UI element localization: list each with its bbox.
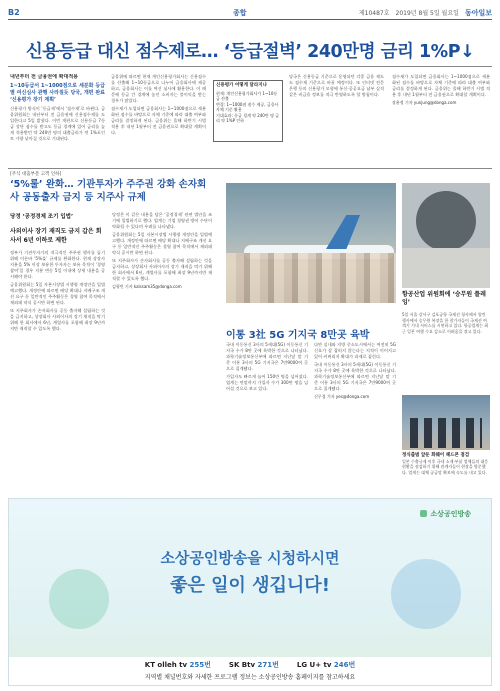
section-name: 종합 bbox=[233, 8, 247, 17]
channel-sk: SK Btv 271번 bbox=[228, 661, 279, 669]
channel-sk-number: 271번 bbox=[257, 661, 279, 669]
mid-headline: 이통 3社 5G 기지국 8만곳 육박 bbox=[226, 330, 370, 341]
newspaper-logo: 동아일보 bbox=[464, 8, 492, 17]
lead-column-1 bbox=[10, 74, 105, 166]
right-photo bbox=[402, 395, 490, 450]
info-box-line-1: 현재: 개인신용평가회사가 1~10등급 산출 bbox=[216, 90, 278, 101]
ad-channel-bar bbox=[9, 657, 491, 685]
table-surface bbox=[402, 248, 490, 288]
info-box-title: 신용평가 어떻게 달라지나 bbox=[216, 83, 267, 88]
issue-date: 2019년 8월 5일 월요일 bbox=[395, 10, 459, 17]
advertisement[interactable] bbox=[8, 498, 492, 686]
ad-line-1: 소상공인방송을 시청하시면 bbox=[160, 549, 340, 567]
lead-column-5 bbox=[392, 74, 490, 166]
airport-photo bbox=[226, 183, 396, 303]
second-body-3: 또 지주회사가 손자회사를 공동 출자해 설립하는 것을 금지하고, 상장회사 사외이사의 장기 재직을 막기 위해 한 회사에서 6년, 계열사를 포함해 최장 9년까지만 재직할 수 있도록 했다. bbox=[10, 308, 105, 331]
second-body-2b: 금융위원회는 5일 자본시장법 시행령 개정안을 입법예고했다. 개정안에 따르면 배당 확대나 지배구조 개선 요구 등 일반적인 주주활동은 경영 참여 목적에서 제외돼 약식 공시만 하면 된다. bbox=[112, 232, 212, 255]
channel-kt-number: 255번 bbox=[189, 661, 211, 669]
page-number: B2 bbox=[8, 8, 20, 17]
ad-line-2: 좋은 일이 생깁니다! bbox=[170, 575, 330, 596]
lead-column-4 bbox=[289, 74, 384, 166]
second-subhead-1: 당정 ‘공정경제 조기 입법’ bbox=[10, 214, 74, 220]
channel-lg-number: 246번 bbox=[333, 661, 356, 669]
mid-body-3: 다만 실내와 지방 중소도시에서는 여전히 5G 신호가 잘 잡히지 않는다는 지적이 이어지고 있어 커버리지 확대가 과제로 꼽힌다. bbox=[314, 342, 396, 359]
mid-byline: 신무경 기자 yes@donga.com bbox=[314, 394, 370, 399]
lead-body-4: 당국은 신용등급 기준으로 운영되던 각종 금융 제도도 점수제 기준으로 바꿀 예정이다. 또 인터넷 전문은행 등의 신용평가 모형에 통신·공공요금 납부 실적 같은 비금융 정보를 적극 반영하도록 할 방침이다. bbox=[289, 74, 384, 97]
airplane-tail bbox=[326, 215, 360, 249]
second-body-3b: 또 지주회사가 손자회사를 공동 출자해 설립하는 것을 금지하고, 상장회사 사외이사의 장기 재직을 막기 위해 한 회사에서 6년, 계열사를 포함해 최장 9년까지만 재직할 수 있도록 했다. bbox=[112, 258, 212, 281]
second-body-4: 당정은 이 같은 내용을 담은 ‘공정경제’ 관련 법안을 조기에 입법하기로 했다. 업계는 기업 경영권 방어 수단이 약화될 수 있다며 우려를 나타냈다. bbox=[112, 212, 212, 229]
channel-kt: KT olleh tv 255번 bbox=[144, 661, 211, 669]
lead-body-2: 금융위에 따르면 현재 개인신용평가회사는 신용점수를 산출해 1~10등급으로 나누어 금융회사에 제공하고, 금융회사는 이를 여신 심사에 활용한다. 이 때문에 등급 간 경계에 놓인 소비자는 불이익을 받는 경우가 많았다. bbox=[111, 74, 206, 103]
issue-number: 제10487호 bbox=[358, 10, 390, 17]
right-caption bbox=[402, 452, 490, 475]
lead-column-2 bbox=[111, 74, 206, 166]
divider bbox=[8, 168, 492, 169]
ad-note: 지역별 채널번호와 자세한 프로그램 정보는 소상공인방송 홈페이지를 참고하세요 bbox=[144, 674, 356, 681]
lead-deck: 1~10등급서 1~1000점으로 세분화 등급별 여신심사 관행 사라질듯 당국, 개편 완료 ‘신용평가 장기 계획’ bbox=[10, 83, 105, 103]
page-folio bbox=[8, 6, 492, 20]
person-figure bbox=[416, 191, 476, 251]
second-kicker: [주식 대출부문 고객 인하] bbox=[10, 172, 62, 177]
mid-body-1b: 국내 이동통신 3사의 5세대(5G) 이동통신 기지국 수가 8만 곳에 육박한 것으로 나타났다. 과학기술정보통신부에 따르면 지난달 말 기준 이통 3사의 5G 기지국은 7만9000여 곳으로 집계됐다. bbox=[314, 362, 396, 391]
second-body-2: 금융위원회는 5일 자본시장법 시행령 개정안을 입법예고했다. 개정안에 따르면 배당 확대나 지배구조 개선 요구 등 일반적인 주주활동은 경영 참여 목적에서 제외돼 약식 공시만 하면 된다. bbox=[10, 282, 105, 305]
lead-body-1: 신용평가 방식이 ‘등급제’에서 ‘점수제’로 바뀐다. 금융위원회는 내년부터 전 금융권에 신용점수제를 도입한다고 5일 밝혔다. 이번 개편으로 신용등급 7등급 상단 점수를 받고도 등급 경계에 있어 금리를 높게 적용받던 약 240만 명의 대출금리가 연 1%포인트 가량 낮아질 것으로 기대된다. bbox=[10, 106, 105, 141]
lead-body-5: 점수제가 도입되면 금융회사는 1~1000점으로 세분화된 점수를 바탕으로 자체 기준에 따라 대출 여부와 금리를 결정하게 된다. 금융위는 올해 하반기 시범 적용 후 내년 1월부터 전 금융권으로 확대할 계획이다. bbox=[392, 74, 490, 97]
mid-body-1: 국내 이동통신 3사의 5세대(5G) 이동통신 기지국 수가 8만 곳에 육박한 것으로 나타났다. 과학기술정보통신부에 따르면 지난달 말 기준 이통 3사의 5G 기지국은 7만9000여 곳으로 집계됐다. bbox=[226, 342, 308, 371]
info-box-line-2: 변경: 1~1000점 점수 제공, 금융사 자체 기준 활용 bbox=[216, 101, 279, 112]
second-column-2 bbox=[112, 212, 212, 490]
crew-group bbox=[226, 253, 396, 303]
info-box bbox=[213, 80, 283, 142]
info-box-line-3: 기대효과: 등급 경계 약 240만 명 금리 약 1%P 인하 bbox=[216, 112, 279, 123]
lead-byline: 장윤정 기자 yunjung@donga.com bbox=[392, 100, 457, 105]
mid-column-2 bbox=[314, 342, 396, 490]
divider bbox=[8, 66, 492, 67]
channel-lg: LG U+ tv 246번 bbox=[296, 661, 356, 669]
people-figures bbox=[410, 418, 482, 448]
second-subhead-2: 사외이사 장기 재직도 금지 갑은 회사서 6년 이하로 제한 bbox=[10, 228, 102, 244]
mid-body-2: 가입자도 빠르게 늘어 150만 명을 넘어섰다. 업계는 연말까지 가입자 수가 300만 명을 넘어설 것으로 보고 있다. bbox=[226, 374, 308, 391]
second-headline: ‘5%룰’ 완화… 기관투자가 주주권 강화 손자회사 공동출자 금지 등 지주사 규제 bbox=[10, 179, 207, 203]
lead-kicker: 내년부터 전 금융권에 확대적용 bbox=[10, 74, 79, 80]
right-caption-title: 정식출범 앞둔 화웨이 헤드폰 점검 bbox=[402, 453, 470, 458]
side-title: 항공산업 위원회에 ‘승무원 플레잉’ bbox=[402, 291, 486, 306]
side-photo bbox=[402, 183, 490, 288]
main-headline: 신용등급 대신 점수제로… ‘등급절벽’ 240만명 금리 1%P↓ bbox=[25, 42, 475, 62]
second-body-1: 정부가 기관투자가의 적극적인 주주권 행사를 돕기 위해 이른바 ‘5%룰’ 규제를 완화한다. 현재 상장사 지분을 5% 이상 보유한 투자자는 보유 목적이 ‘경영 참여’일 경우 지분 변동 5일 이내에 상세 내용을 공시해야 한다. bbox=[10, 250, 105, 279]
second-column-1 bbox=[10, 250, 105, 490]
mid-column-1 bbox=[226, 342, 308, 490]
right-caption-body: 일본 수출규제 이후 국내 소재·부품 업체들의 대응 현황을 점검하기 위해 관계자들이 현장을 방문했다. 업계는 대체 공급망 확보에 속도를 내고 있다. bbox=[402, 458, 489, 475]
lead-body-3: 점수제가 도입되면 금융회사는 1~1000점으로 세분화된 점수를 바탕으로 자체 기준에 따라 대출 여부와 금리를 결정하게 된다. 금융위는 올해 하반기 시범 적용 후 내년 1월부터 전 금융권으로 확대할 계획이다. bbox=[111, 106, 206, 135]
ad-brand-logo: 소상공인방송 bbox=[420, 509, 471, 519]
second-byline: 김형민 기자 kalssam35@donga.com bbox=[112, 284, 182, 289]
side-body: 5일 서울 강서구 김포공항 국제선 청사에서 열린 행사에서 승무원 복장을 한 참가자들이 국제선 여객기 기내 서비스를 시연하고 있다. 항공업계는 최근 일본 여행 수요 감소로 어려움을 겪고 있다. bbox=[402, 312, 489, 334]
